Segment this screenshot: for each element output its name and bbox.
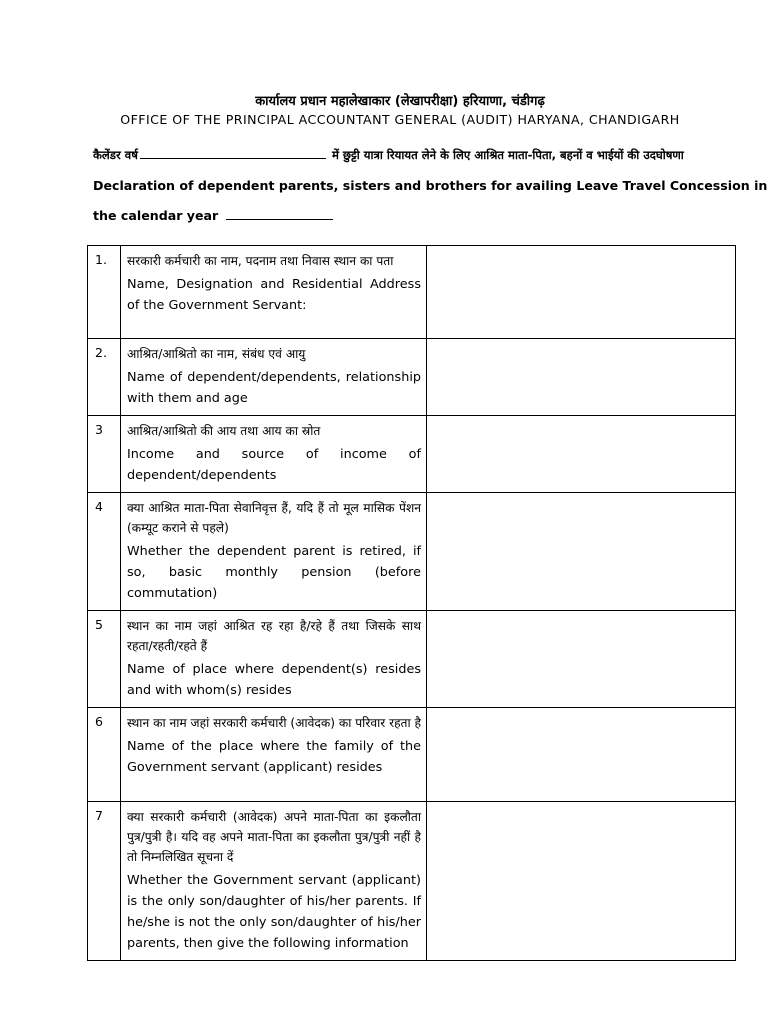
- row-number: 5: [88, 611, 121, 708]
- calendar-year-blank-english[interactable]: [226, 208, 333, 220]
- row-label-english: Name of dependent/dependents, relationship with them and age: [127, 370, 421, 406]
- row-label-hindi: क्या सरकारी कर्मचारी (आवेदक) अपने माता-पिता का इकलौता पुत्र/पुत्री है। यदि वह अपने माता-पिता का इकलौता पुत्र/पुत्री नहीं है तो निम्नलिखित सूचना दें: [127, 810, 421, 864]
- row-label-english: Income and source of income of dependent/dependents: [127, 447, 421, 483]
- table-row: [88, 493, 736, 611]
- row-number: 6: [88, 708, 121, 802]
- table-row: [88, 416, 736, 493]
- office-title-hindi: कार्यालय प्रधान महालेखाकार (लेखापरीक्षा) हरियाणा, चंडीगढ़: [255, 94, 545, 109]
- row-number: 1.: [88, 246, 121, 339]
- row-label: [121, 708, 427, 802]
- table-row: [88, 246, 736, 339]
- row-label-hindi: आश्रित/आश्रितो का नाम, संबंध एवं आयु: [127, 347, 306, 361]
- answer-cell-pension[interactable]: [427, 493, 736, 611]
- row-label-hindi: स्थान का नाम जहां सरकारी कर्मचारी (आवेदक) का परिवार रहता है: [127, 716, 422, 730]
- table-row: [88, 708, 736, 802]
- row-label-english: Name of place where dependent(s) resides and with whom(s) resides: [127, 662, 421, 698]
- declaration-hindi-prefix: कैलेंडर वर्ष: [93, 148, 138, 162]
- row-number: 2.: [88, 339, 121, 416]
- table-row: [88, 802, 736, 961]
- row-label-english: Whether the Government servant (applicant) is the only son/daughter of his/her parents. If he/she is not the only son/daughter of his/her parents, then give the following information: [127, 873, 421, 951]
- office-title-english: OFFICE OF THE PRINCIPAL ACCOUNTANT GENERAL (AUDIT) HARYANA, CHANDIGARH: [120, 112, 680, 127]
- declaration-heading-english-line1: Declaration of dependent parents, sisters and brothers for availing Leave Travel Concession in: [93, 178, 768, 193]
- row-number: 4: [88, 493, 121, 611]
- row-label-hindi: क्या आश्रित माता-पिता सेवानिवृत्त हैं, यदि हैं तो मूल मासिक पेंशन (कम्यूट कराने से पहले): [127, 501, 421, 535]
- row-label: [121, 611, 427, 708]
- answer-cell-dependent-residence[interactable]: [427, 611, 736, 708]
- declaration-heading-hindi: [93, 147, 723, 163]
- answer-cell-family-residence[interactable]: [427, 708, 736, 802]
- row-label: [121, 246, 427, 339]
- row-number: 3: [88, 416, 121, 493]
- row-label-hindi: स्थान का नाम जहां आश्रित रह रहा है/रहे हैं तथा जिसके साथ रहता/रहती/रहते हैं: [127, 619, 421, 653]
- row-label: [121, 802, 427, 961]
- row-label-english: Whether the dependent parent is retired, if so, basic monthly pension (before commutation): [127, 544, 421, 601]
- row-label: [121, 493, 427, 611]
- row-number: 7: [88, 802, 121, 961]
- declaration-table: [87, 245, 736, 961]
- row-label-hindi: सरकारी कर्मचारी का नाम, पदनाम तथा निवास स्थान का पता: [127, 254, 394, 268]
- row-label-hindi: आश्रित/आश्रितो की आय तथा आय का स्रोत: [127, 424, 321, 438]
- calendar-year-blank-hindi[interactable]: [140, 147, 326, 159]
- answer-cell-dependents[interactable]: [427, 339, 736, 416]
- row-label-english: Name, Designation and Residential Address of the Government Servant:: [127, 277, 421, 313]
- answer-cell-income[interactable]: [427, 416, 736, 493]
- row-label: [121, 339, 427, 416]
- answer-cell-government-servant[interactable]: [427, 246, 736, 339]
- row-label: [121, 416, 427, 493]
- row-label-english: Name of the place where the family of the Government servant (applicant) resides: [127, 739, 421, 775]
- declaration-english-calendar-year: the calendar year: [93, 208, 219, 223]
- table-row: [88, 339, 736, 416]
- declaration-hindi-suffix: में छुट्टी यात्रा रियायत लेने के लिए आश्रित माता-पिता, बहनों व भाईयों की उदघोषणा: [331, 148, 684, 162]
- answer-cell-only-child[interactable]: [427, 802, 736, 961]
- declaration-heading-english-line2: [93, 208, 723, 223]
- table-row: [88, 611, 736, 708]
